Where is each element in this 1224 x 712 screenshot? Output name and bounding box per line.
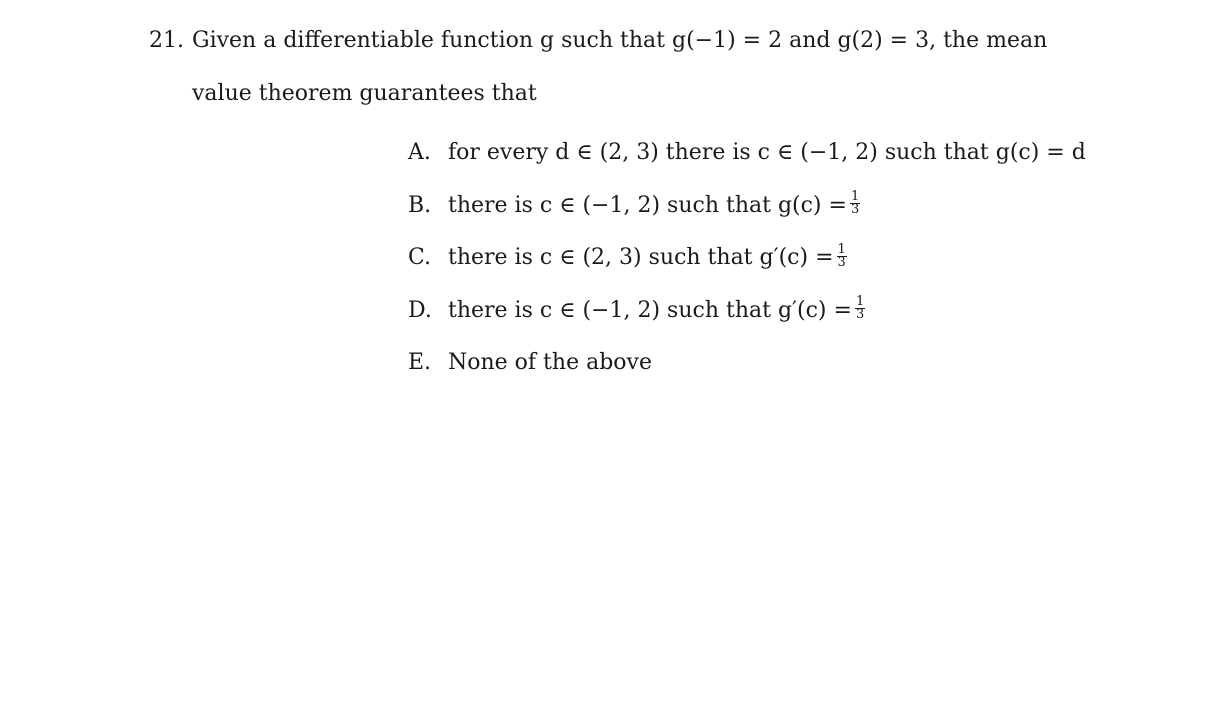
fraction-denominator: 3 xyxy=(850,202,860,217)
choice-text: None of the above xyxy=(448,350,652,375)
choice-b[interactable] xyxy=(408,180,1086,233)
choice-letter: A. xyxy=(408,140,431,165)
fraction-denominator: 3 xyxy=(855,307,865,322)
choice-a[interactable] xyxy=(408,127,1086,180)
fraction-numerator: 1 xyxy=(850,189,860,204)
choice-letter: C. xyxy=(408,245,432,270)
fraction xyxy=(855,296,865,321)
choice-text: for every d ∈ (2, 3) there is c ∈ (−1, 2) such that g(c) = d xyxy=(448,140,1086,165)
question-stem xyxy=(192,14,1149,120)
fraction xyxy=(850,191,860,216)
fraction xyxy=(837,241,847,270)
choice-e[interactable] xyxy=(408,337,1086,390)
question-21 xyxy=(149,14,1149,120)
choice-letter: B. xyxy=(408,192,432,218)
question-number: 21. xyxy=(149,28,184,53)
choice-letter: E. xyxy=(408,350,432,375)
answer-choices xyxy=(408,127,1086,390)
choice-c[interactable] xyxy=(408,232,1086,285)
choice-text: there is c ∈ (2, 3) such that g′(c) = xyxy=(448,245,834,270)
fraction-denominator: 3 xyxy=(837,254,846,270)
choice-text: there is c ∈ (−1, 2) such that g(c) = xyxy=(448,192,847,218)
choice-d[interactable] xyxy=(408,285,1086,338)
fraction-numerator: 1 xyxy=(855,294,865,309)
choice-text: there is c ∈ (−1, 2) such that g′(c) = xyxy=(448,297,852,323)
fraction-numerator: 1 xyxy=(837,241,846,257)
question-stem-line-2: value theorem guarantees that xyxy=(192,81,537,106)
choice-letter: D. xyxy=(408,297,432,323)
question-stem-line-1: Given a differentiable function g such that g(−1) = 2 and g(2) = 3, the mean xyxy=(192,28,1048,53)
